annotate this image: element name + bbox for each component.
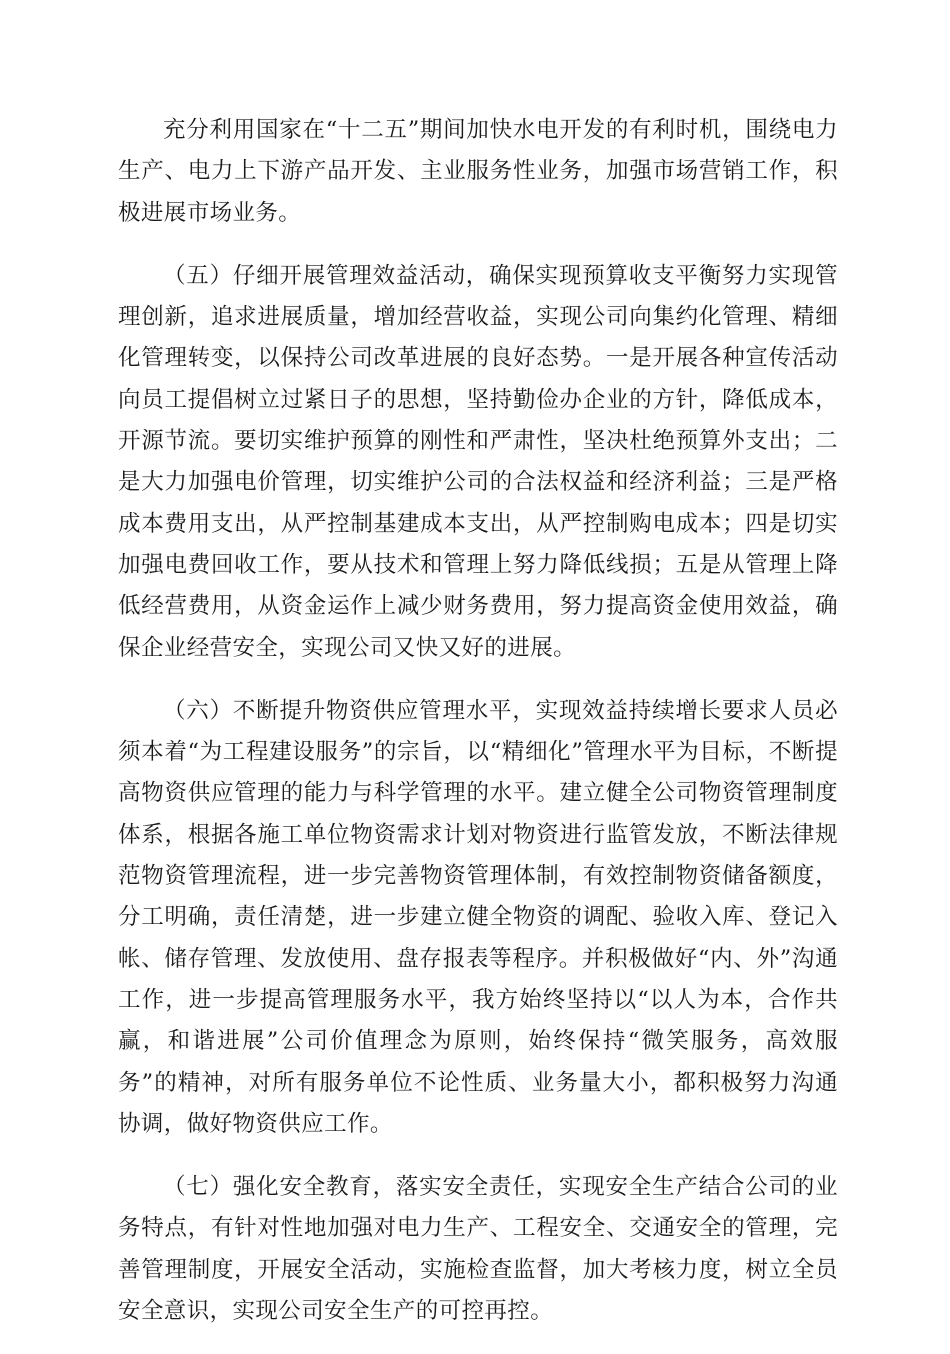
paragraph-material-supply: （六）不断提升物资供应管理水平，实现效益持续增长要求人员必须本着“为工程建设服务”的宗旨，以“精细化”管理水平为目标，不断提高物资供应管理的能力与科学管理的水平。建立健全公司物资管理制度体系，根据各施工单位物资需求计划对物资进行监管发放，不断法律规范物资管理流程，进一步完善物资管理体制，有效控制物资储备额度，分工明确，责任清楚，进一步建立健全物资的调配、验收入库、登记入帐、储存管理、发放使用、盘存报表等程序。并积极做好“内、外”沟通工作，进一步提高管理服务水平，我方始终坚持以“以人为本，合作共赢，和谐进展”公司价值理念为原则，始终保持“微笑服务，高效服务”的精神，对所有服务单位不论性质、业务量大小，都积极努力沟通协调，做好物资供应工作。 <box>118 697 838 1137</box>
document-body <box>118 110 838 1354</box>
paragraph-management-efficiency: （五）仔细开展管理效益活动，确保实现预算收支平衡努力实现管理创新，追求进展质量，增加经营收益，实现公司向集约化管理、精细化管理转变，以保持公司改革进展的良好态势。一是开展各种宣传活动向员工提倡树立过紧日子的思想，坚持勤俭办企业的方针，降低成本，开源节流。要切实维护预算的刚性和严肃性，坚决杜绝预算外支出；二是大力加强电价管理，切实维护公司的合法权益和经济利益；三是严格成本费用支出，从严控制基建成本支出，从严控制购电成本；四是切实加强电费回收工作，要从技术和管理上努力降低线损；五是从管理上降低经营费用，从资金运作上减少财务费用，努力提高资金使用效益，确保企业经营安全，实现公司又快又好的进展。 <box>118 262 838 661</box>
paragraph-market-business: 充分利用国家在“十二五”期间加快水电开发的有利时机，围绕电力生产、电力上下游产品开发、主业服务性业务，加强市场营销工作，积极进展市场业务。 <box>118 117 838 226</box>
paragraph-safety-education: （七）强化安全教育，落实安全责任，实现安全生产结合公司的业务特点，有针对性地加强对电力生产、工程安全、交通安全的管理，完善管理制度，开展安全活动，实施检查监督，加大考核力度，树立全员安全意识，实现公司安全生产的可控再控。 <box>118 1174 838 1325</box>
